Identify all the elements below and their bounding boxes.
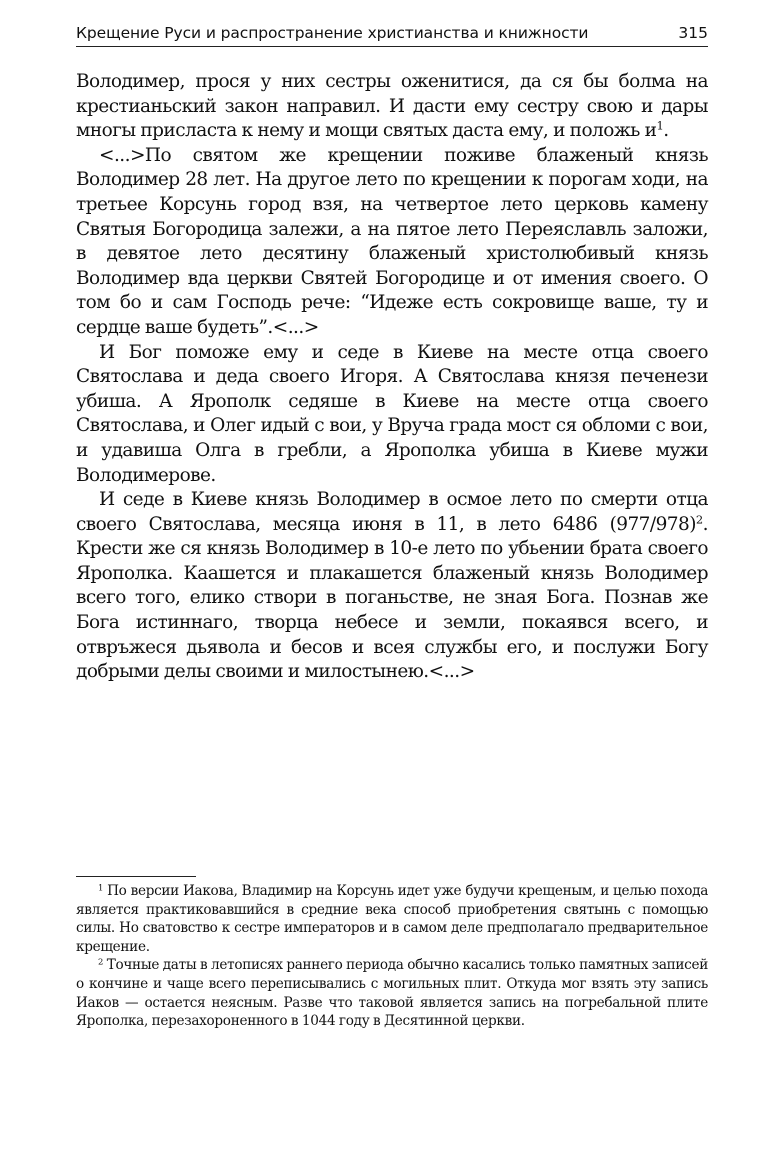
paragraph-4-text: И седе в Киеве князь Володимер в осмое лето по смерти отца своего Святослава, месяца июня в 11, в лето 6486 (977/978) [76, 489, 708, 535]
footnote-divider [76, 876, 196, 877]
footnote-1 [76, 882, 708, 956]
footnotes [76, 882, 708, 1031]
paragraph-1-text: Володимер, прося у них сестры оженитися, да ся бы болма на крестианьский закон направил. И дасти ему сестру свою и дары многы присласта к нему и мощи святых даста ему, и положь и [76, 71, 708, 142]
footnote-ref-2[interactable]: 2 [695, 512, 703, 527]
footnote-2-text: Точные даты в летописях раннего периода обычно касались только памятных записей о кончине и чаще всего переписывались с могильных плит. Откуда мог взять эту запись Иаков — остается неясным. Разве что таковой является запись на погребальной плите Ярополка, перезахороненного в 1044 году в Десятинной церкви. [76, 957, 708, 1030]
page-number: 315 [678, 24, 708, 42]
footnote-ref-1[interactable]: 1 [656, 118, 664, 133]
paragraph-2: <...>По святом же крещении поживе блаженый князь Володимер 28 лет. На другое лето по крещении к порогам ходи, на третьее Корсунь город взя, на четвертое лето церковь камену Святыя Богородица залежи, а на пятое лето Переяславль заложи, в девятое лето десятину блаженый христолюбивый князь Володимер вда церкви Святей Богородице и от имения своего. О том бо и сам Господь рече: “Идеже есть сокровище ваше, ту и сердце ваше будеть”.<...> [76, 144, 708, 338]
footnote-1-text: По версии Иакова, Владимир на Корсунь идет уже будучи крещеным, и целью похода является практиковавшийся в средние века способ приобретения святынь с помощью силы. Но сватовство к сестре императоров и в самом деле предполагало предварительное крещение. [76, 883, 708, 955]
chapter-title: Крещение Руси и распространение христианства и книжности [76, 24, 589, 42]
main-text [76, 70, 708, 685]
running-header [76, 22, 708, 47]
paragraph-3: И Бог поможе ему и седе в Киеве на месте отца своего Святослава и деда своего Игоря. А Святослава князя печенези убиша. А Ярополк седяше в Киеве на месте отца своего Святослава, и Олег идый с вои, у Вруча града мост ся обломи с вои, и удавиша Олга в гребли, а Ярополка убиша в Киеве мужи Володимерове. [76, 341, 708, 486]
footnote-2 [76, 956, 708, 1030]
footnote-1-mark: 1 [98, 882, 104, 893]
paragraph-1-end: . [663, 120, 669, 142]
paragraph-4-end: . Крести же ся князь Володимер в 10-е лето по убьении брата своего Ярополка. Каашется и плакашется блаженый князь Володимер всего того, елико створи в поганьстве, не зная Бога. Познав же Бога истиннаго, творца небесе и земли, покаявся всего, и отвръжеся дьявола и бесов и всея службы его, и послужи Богу добрыми делы своими и милостынею.<...> [76, 513, 708, 683]
paragraph-1 [76, 70, 708, 144]
paragraph-4 [76, 488, 708, 685]
footnote-2-mark: 2 [98, 956, 104, 967]
